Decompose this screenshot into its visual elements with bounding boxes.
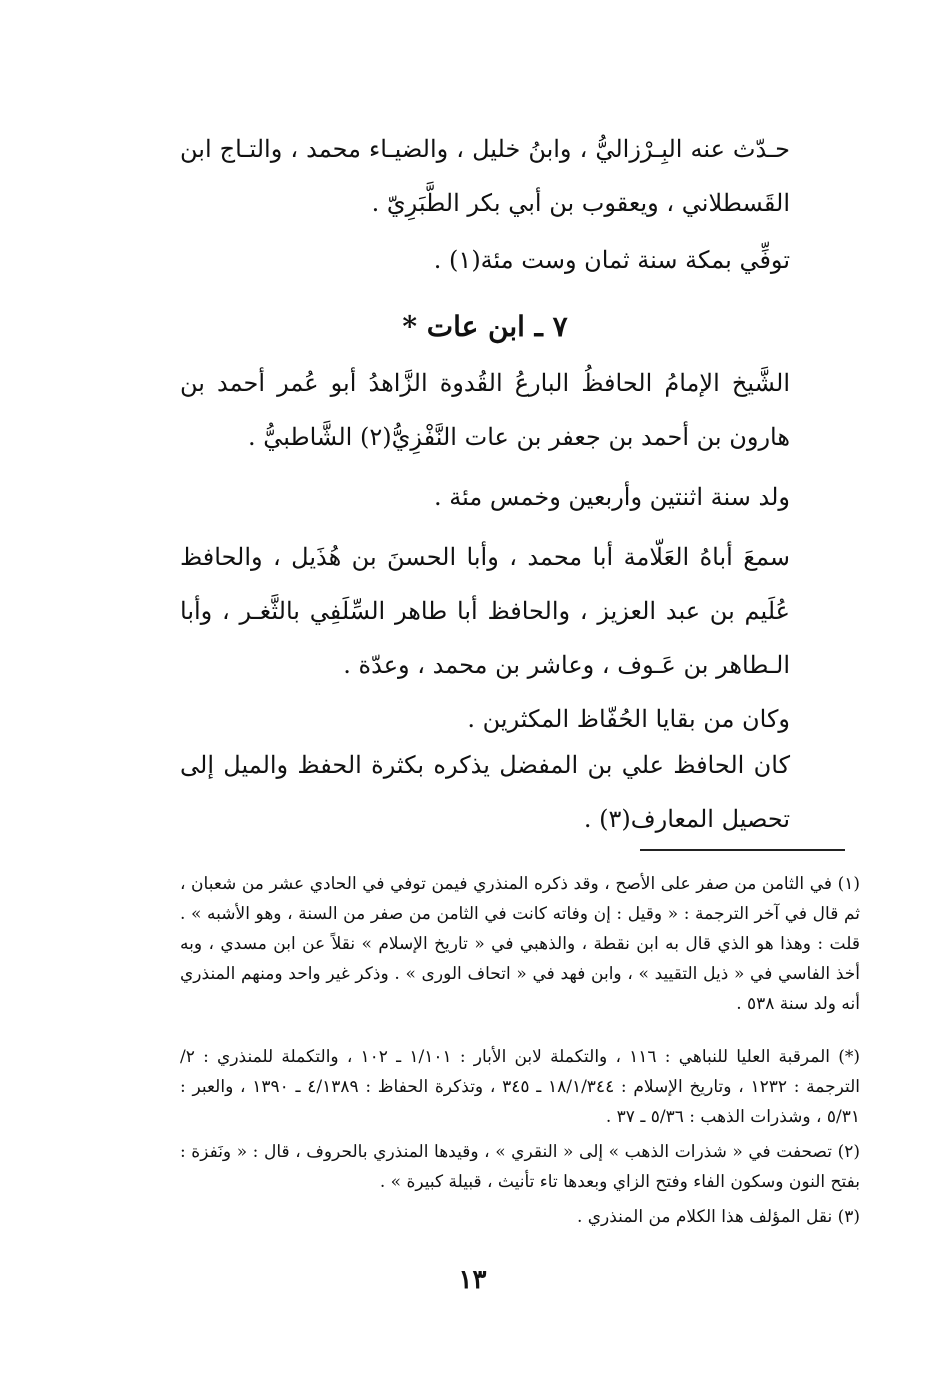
paragraph-narrators	[180, 122, 790, 230]
paragraph-text: حـدّث عنه البِـرْزاليُّ ، وابنُ خليل ، والضيـاء محمد ، والتـاج ابن القَسطلاني ، ويعقوب بن أبي بكر الطَّبَرِيّ .	[180, 135, 790, 217]
paragraph-text: كان الحافظ علي بن المفضل يذكره بكثرة الحفظ والميل إلى تحصيل المعارف(٣) .	[180, 751, 790, 833]
paragraph-death	[180, 233, 790, 287]
paragraph-praise	[180, 738, 790, 846]
paragraph-text: الشَّيخ الإمامُ الحافظُ البارعُ القُدوة الزَّاهدُ أبو عُمر أحمد بن هارون بن أحمد بن جعفر بن عات النَّفْزِيُّ(٢) الشَّاطبيُّ .	[180, 369, 790, 451]
footnote-divider	[640, 849, 845, 851]
footnote-text: (٣) نقل المؤلف هذا الكلام من المنذري .	[576, 1207, 860, 1227]
paragraph-text: ولد سنة اثنتين وأربعين وخمس مئة .	[434, 483, 790, 511]
entry-heading: ٧ ـ ابن عات *	[402, 310, 568, 343]
footnote-text: (١) في الثامن من صفر على الأصح ، وقد ذكره المنذري فيمن توفي في الحادي عشر من شعبان ، ثم قال في آخر الترجمة : « وقيل : إن وفاته كانت في الثامن من صفر من السنة ، وهو الأشبه » . قلت : وهذا هو الذي قال به ابن نقطة ، والذهبي في « تاريخ الإسلام » نقلاً عن ابن مسدي ، وبه أخذ الفاسي في « ذيل التقييد » ، وابن فهد في « اتحاف الورى » . وذكر غير واحد ومنهم المنذري أنه ولد سنة ٥٣٨ .	[180, 874, 860, 1014]
paragraph-text: توفِّي بمكة سنة ثمان وست مئة(١) .	[433, 246, 790, 274]
footnote-text: (٢) تصحفت في « شذرات الذهب » إلى « النقري » ، وقيدها المنذري بالحروف ، قال : « ونَفزة : بفتح النون وسكون الفاء وفتح الزاي وبعدها تاء تأنيث ، قبيلة كبيرة » .	[180, 1142, 860, 1192]
paragraph-teachers	[180, 530, 790, 692]
footnote-1	[180, 869, 860, 1019]
paragraph-text: سمعَ أباهُ العَلّامة أبا محمد ، وأبا الحسنَ بن هُذَيل ، والحافظ عُلَيم بن عبد العزيز ، والحافظ أبا طاهر السِّلَفِي بالثَّغـر ، وأبا الـطاهر بن عَـوف ، وعاشر بن محمد ، وعدّة .	[180, 543, 790, 679]
paragraph-name	[180, 356, 790, 464]
paragraph-birth	[180, 470, 790, 524]
page-number: ١٣	[458, 1265, 487, 1295]
footnote-text: (*) المرقبة العليا للنباهي : ١١٦ ، والتكملة لابن الأبار : ١/١٠١ ـ ١٠٢ ، والتكملة للمنذري : ٢/الترجمة : ١٢٣٢ ، وتاريخ الإسلام : ١٨/١/٣٤٤ ـ ٣٤٥ ، وتذكرة الحفاظ : ٤/١٣٨٩ ـ ١٣٩٠ ، والعبر : ٥/٣١ ، وشذرات الذهب : ٥/٣٦ ـ ٣٧ .	[180, 1047, 861, 1127]
footnote-3	[180, 1202, 860, 1232]
paragraph-text: وكان من بقايا الحُفّاظ المكثرين .	[467, 705, 790, 733]
footnote-2	[180, 1137, 860, 1197]
footnote-star	[180, 1042, 860, 1132]
